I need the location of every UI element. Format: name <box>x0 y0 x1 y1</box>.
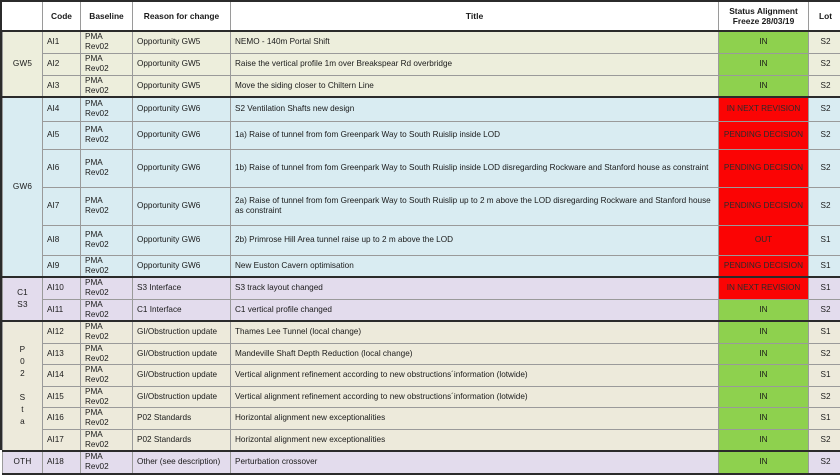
cell-baseline: PMA Rev02 <box>81 121 133 149</box>
cell-lot: S2 <box>809 31 840 53</box>
status-badge: IN <box>719 343 809 365</box>
column-header-title: Title <box>231 2 719 31</box>
cell-reason: Opportunity GW6 <box>133 187 231 225</box>
group-label-line: C1 <box>7 287 38 299</box>
cell-baseline: PMA Rev02 <box>81 255 133 277</box>
status-badge: IN NEXT REVISION <box>719 97 809 121</box>
cell-code: AI9 <box>43 255 81 277</box>
cell-reason: Opportunity GW6 <box>133 255 231 277</box>
column-header-code: Code <box>43 2 81 31</box>
cell-title: S3 track layout changed <box>231 277 719 299</box>
table-row <box>3 429 840 451</box>
cell-title: Raise the vertical profile 1m over Breakspear Rd overbridge <box>231 53 719 75</box>
cell-reason: Opportunity GW5 <box>133 31 231 53</box>
group-label-line: a <box>7 416 38 428</box>
group-label-p02-sta <box>3 321 43 451</box>
cell-title: Vertical alignment refinement according to new obstructions´information (lotwide) <box>231 386 719 408</box>
table-row <box>3 321 840 343</box>
status-badge: PENDING DECISION <box>719 255 809 277</box>
status-badge: OUT <box>719 225 809 255</box>
cell-code: AI14 <box>43 365 81 387</box>
cell-title: Perturbation crossover <box>231 451 719 474</box>
cell-code: AI6 <box>43 149 81 187</box>
cell-title: 2a) Raise of tunnel from fom Greenpark Way to South Ruislip up to 2 m above the LOD disregarding Rockware and Stanford house as constraint <box>231 187 719 225</box>
cell-reason: Other (see description) <box>133 451 231 474</box>
cell-baseline: PMA Rev02 <box>81 277 133 299</box>
cell-code: AI13 <box>43 343 81 365</box>
cell-baseline: PMA Rev02 <box>81 429 133 451</box>
cell-lot: S2 <box>809 343 840 365</box>
cell-baseline: PMA Rev02 <box>81 97 133 121</box>
column-header-reason: Reason for change <box>133 2 231 31</box>
cell-baseline: PMA Rev02 <box>81 321 133 343</box>
cell-code: AI7 <box>43 187 81 225</box>
table-row <box>3 408 840 430</box>
cell-code: AI12 <box>43 321 81 343</box>
cell-title: Thames Lee Tunnel (local change) <box>231 321 719 343</box>
cell-code: AI16 <box>43 408 81 430</box>
table-row <box>3 451 840 474</box>
cell-title: C1 vertical profile changed <box>231 299 719 321</box>
group-label-line: P <box>7 344 38 356</box>
status-badge: IN <box>719 365 809 387</box>
cell-baseline: PMA Rev02 <box>81 408 133 430</box>
status-badge: IN <box>719 299 809 321</box>
cell-lot: S2 <box>809 97 840 121</box>
cell-lot: S2 <box>809 451 840 474</box>
group-label-c1-s3 <box>3 277 43 321</box>
cell-baseline: PMA Rev02 <box>81 343 133 365</box>
cell-code: AI8 <box>43 225 81 255</box>
table-row <box>3 365 840 387</box>
status-badge: IN <box>719 386 809 408</box>
column-header-lot: Lot <box>809 2 840 31</box>
cell-title: New Euston Cavern optimisation <box>231 255 719 277</box>
cell-lot: S1 <box>809 365 840 387</box>
cell-code: AI2 <box>43 53 81 75</box>
cell-code: AI1 <box>43 31 81 53</box>
cell-baseline: PMA Rev02 <box>81 53 133 75</box>
status-badge: IN <box>719 53 809 75</box>
cell-title: Vertical alignment refinement according to new obstructions´information (lotwide) <box>231 365 719 387</box>
cell-baseline: PMA Rev02 <box>81 451 133 474</box>
group-label-line <box>7 380 38 392</box>
cell-lot: S1 <box>809 225 840 255</box>
table-header-row <box>3 2 840 31</box>
cell-baseline: PMA Rev02 <box>81 299 133 321</box>
table-row <box>3 343 840 365</box>
cell-reason: S3 Interface <box>133 277 231 299</box>
cell-reason: Opportunity GW5 <box>133 75 231 97</box>
cell-code: AI17 <box>43 429 81 451</box>
table-row <box>3 277 840 299</box>
table-row <box>3 299 840 321</box>
table-row <box>3 255 840 277</box>
group-label-line: GW6 <box>7 181 38 193</box>
column-header-group <box>3 2 43 31</box>
cell-baseline: PMA Rev02 <box>81 225 133 255</box>
cell-reason: Opportunity GW6 <box>133 97 231 121</box>
cell-lot: S2 <box>809 386 840 408</box>
change-register-table <box>2 2 840 475</box>
cell-reason: P02 Standards <box>133 408 231 430</box>
cell-lot: S1 <box>809 277 840 299</box>
table-row <box>3 121 840 149</box>
cell-title: 2b) Primrose Hill Area tunnel raise up to 2 m above the LOD <box>231 225 719 255</box>
cell-code: AI15 <box>43 386 81 408</box>
group-label-line: OTH <box>7 456 38 468</box>
table-row <box>3 149 840 187</box>
cell-title: 1a) Raise of tunnel from fom Greenpark Way to South Ruislip inside LOD <box>231 121 719 149</box>
cell-reason: P02 Standards <box>133 429 231 451</box>
cell-lot: S2 <box>809 53 840 75</box>
cell-lot: S1 <box>809 321 840 343</box>
table-row <box>3 97 840 121</box>
group-label-line: 2 <box>7 368 38 380</box>
cell-lot: S2 <box>809 429 840 451</box>
cell-reason: Opportunity GW6 <box>133 149 231 187</box>
cell-title: 1b) Raise of tunnel from fom Greenpark Way to South Ruislip inside LOD disregarding Rockware and Stanford house as constraint <box>231 149 719 187</box>
cell-code: AI4 <box>43 97 81 121</box>
status-badge: IN <box>719 451 809 474</box>
cell-baseline: PMA Rev02 <box>81 149 133 187</box>
cell-reason: GI/Obstruction update <box>133 365 231 387</box>
column-header-status: Status Alignment Freeze 28/03/19 <box>719 2 809 31</box>
table-body <box>3 2 840 474</box>
cell-title: S2 Ventilation Shafts new design <box>231 97 719 121</box>
group-label-line: 0 <box>7 356 38 368</box>
cell-reason: Opportunity GW6 <box>133 225 231 255</box>
table-row <box>3 75 840 97</box>
cell-title: NEMO - 140m Portal Shift <box>231 31 719 53</box>
cell-baseline: PMA Rev02 <box>81 31 133 53</box>
cell-code: AI18 <box>43 451 81 474</box>
status-badge: IN <box>719 75 809 97</box>
group-label-gw5 <box>3 31 43 97</box>
status-badge: IN <box>719 321 809 343</box>
table-row <box>3 225 840 255</box>
group-label-gw6 <box>3 97 43 277</box>
status-badge: PENDING DECISION <box>719 121 809 149</box>
cell-title: Horizontal alignment new exceptionalities <box>231 408 719 430</box>
cell-lot: S2 <box>809 121 840 149</box>
cell-lot: S2 <box>809 149 840 187</box>
table-row <box>3 187 840 225</box>
group-label-oth <box>3 451 43 474</box>
cell-code: AI3 <box>43 75 81 97</box>
status-badge: PENDING DECISION <box>719 149 809 187</box>
cell-code: AI11 <box>43 299 81 321</box>
status-badge: IN <box>719 408 809 430</box>
cell-reason: GI/Obstruction update <box>133 343 231 365</box>
column-header-baseline: Baseline <box>81 2 133 31</box>
cell-title: Move the siding closer to Chiltern Line <box>231 75 719 97</box>
group-label-line: GW5 <box>7 58 38 70</box>
cell-reason: C1 Interface <box>133 299 231 321</box>
cell-code: AI5 <box>43 121 81 149</box>
status-badge: IN NEXT REVISION <box>719 277 809 299</box>
cell-baseline: PMA Rev02 <box>81 386 133 408</box>
cell-lot: S2 <box>809 187 840 225</box>
status-badge: IN <box>719 31 809 53</box>
cell-baseline: PMA Rev02 <box>81 365 133 387</box>
status-badge: PENDING DECISION <box>719 187 809 225</box>
table-row <box>3 386 840 408</box>
cell-reason: Opportunity GW6 <box>133 121 231 149</box>
cell-title: Horizontal alignment new exceptionalities <box>231 429 719 451</box>
cell-lot: S2 <box>809 299 840 321</box>
cell-reason: Opportunity GW5 <box>133 53 231 75</box>
cell-title: Mandeville Shaft Depth Reduction (local change) <box>231 343 719 365</box>
cell-lot: S1 <box>809 255 840 277</box>
status-badge: IN <box>719 429 809 451</box>
group-label-line: S <box>7 392 38 404</box>
cell-reason: GI/Obstruction update <box>133 321 231 343</box>
table-row <box>3 31 840 53</box>
cell-lot: S2 <box>809 75 840 97</box>
group-label-line: S3 <box>7 299 38 311</box>
cell-reason: GI/Obstruction update <box>133 386 231 408</box>
table-row <box>3 53 840 75</box>
cell-baseline: PMA Rev02 <box>81 75 133 97</box>
cell-baseline: PMA Rev02 <box>81 187 133 225</box>
cell-lot: S1 <box>809 408 840 430</box>
group-label-line: t <box>7 404 38 416</box>
cell-code: AI10 <box>43 277 81 299</box>
